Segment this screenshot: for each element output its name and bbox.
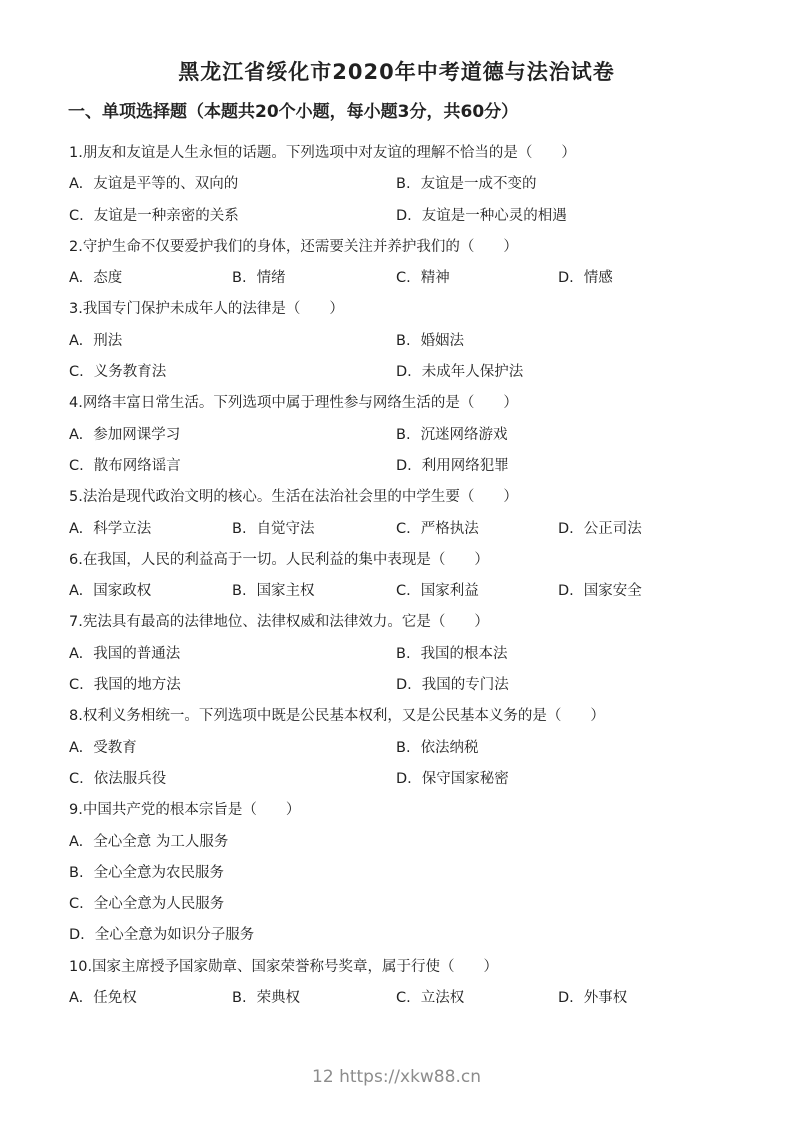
question-7-option-C: [69, 670, 396, 701]
option-text: 国家主权: [256, 583, 315, 600]
option-text: 情绪: [256, 270, 286, 287]
question-9-option-B: [69, 858, 743, 889]
option-text: 友谊是平等的、双向的: [93, 176, 239, 193]
page-footer: [0, 1065, 793, 1089]
page-title: 黑龙江省绥化市2020年中考道德与法治试卷: [178, 60, 615, 84]
question-6-options: [69, 576, 743, 607]
option-letter: C.: [69, 770, 84, 787]
section-heading: 一、单项选择题（本题共20个小题，每小题3分，共60分）: [68, 102, 519, 122]
option-letter: C.: [396, 520, 411, 537]
option-text: 国家政权: [93, 583, 152, 600]
option-letter: C.: [69, 207, 84, 224]
option-letter: A.: [69, 645, 84, 662]
option-text: 全心全意 为工人服务: [93, 833, 229, 850]
question-9-options: [69, 827, 743, 952]
option-text: 友谊是一种亲密的关系: [93, 207, 239, 224]
option-letter: B.: [232, 520, 247, 537]
option-text: 全心全意为人民服务: [93, 896, 225, 913]
question-5-options: [69, 514, 743, 545]
questions-list: [0, 138, 793, 1014]
question-3-options: [69, 326, 743, 389]
option-text: 国家利益: [420, 583, 479, 600]
question-9-option-A: [69, 827, 743, 858]
option-letter: D.: [558, 990, 574, 1007]
question-7-option-B: [396, 639, 743, 670]
option-text: 保守国家秘密: [421, 770, 509, 787]
option-letter: B.: [232, 270, 247, 287]
option-text: 自觉守法: [256, 520, 315, 537]
option-text: 未成年人保护法: [421, 364, 524, 381]
option-text: 全心全意为农民服务: [93, 864, 225, 881]
question-2-option-B: [232, 263, 396, 294]
option-letter: B.: [396, 332, 411, 349]
question-9-stem: 9.中国共产党的根本宗旨是（ ）: [69, 802, 301, 819]
question-10-option-C: [396, 983, 558, 1014]
option-text: 友谊是一种心灵的相遇: [421, 207, 567, 224]
option-text: 依法服兵役: [93, 770, 167, 787]
option-text: 精神: [420, 270, 450, 287]
option-letter: A.: [69, 426, 84, 443]
question-3-option-A: [69, 326, 396, 357]
option-letter: C.: [396, 270, 411, 287]
question-1-option-B: [396, 169, 743, 200]
question-7-stem: 7.宪法具有最高的法律地位、法律权威和法律效力。它是（ ）: [69, 614, 489, 631]
option-letter: C.: [396, 583, 411, 600]
question-5-stem: 5.法治是现代政治文明的核心。生活在法治社会里的中学生要（ ）: [69, 489, 518, 506]
question-8-options: [69, 733, 743, 796]
option-letter: C.: [396, 990, 411, 1007]
question-3-stem: 3.我国专门保护未成年人的法律是（ ）: [69, 301, 344, 318]
question-10-option-B: [232, 983, 396, 1014]
question-10-options: [69, 983, 743, 1014]
option-text: 利用网络犯罪: [421, 457, 509, 474]
option-text: 我国的专门法: [421, 677, 509, 694]
option-letter: C.: [69, 896, 84, 913]
question-4-option-A: [69, 420, 396, 451]
question-6-option-B: [232, 576, 396, 607]
option-text: 科学立法: [93, 520, 152, 537]
question-1-stem: 1.朋友和友谊是人生永恒的话题。下列选项中对友谊的理解不恰当的是（ ）: [69, 145, 576, 161]
option-text: 友谊是一成不变的: [420, 176, 537, 193]
option-text: 义务教育法: [93, 364, 167, 381]
question-6-option-A: [69, 576, 232, 607]
option-letter: A.: [69, 833, 84, 850]
question-8-option-B: [396, 733, 743, 764]
option-letter: B.: [396, 426, 411, 443]
question-3-option-C: [69, 357, 396, 388]
question-1-options: [69, 169, 743, 232]
question-9-option-D: [69, 920, 743, 951]
option-text: 情感: [583, 270, 613, 287]
question-6-stem: 6.在我国，人民的利益高于一切。人民利益的集中表现是（ ）: [69, 551, 489, 568]
question-3-option-B: [396, 326, 743, 357]
question-1-option-D: [396, 201, 743, 232]
option-letter: D.: [558, 270, 574, 287]
option-letter: A.: [69, 739, 84, 756]
question-2-stem: 2.守护生命不仅要爱护我们的身体，还需要关注并养护我们的（ ）: [69, 238, 518, 255]
question-1-option-C: [69, 201, 396, 232]
option-text: 沉迷网络游戏: [420, 426, 508, 443]
question-5-option-D: [558, 514, 743, 545]
question-8-option-D: [396, 764, 743, 795]
question-5-option-B: [232, 514, 396, 545]
question-4-option-C: [69, 451, 396, 482]
option-text: 依法纳税: [420, 739, 479, 756]
question-8-stem: 8.权利义务相统一。下列选项中既是公民基本权利，又是公民基本义务的是（ ）: [69, 708, 605, 725]
option-letter: B.: [69, 864, 84, 881]
question-7-option-A: [69, 639, 396, 670]
option-letter: A.: [69, 270, 84, 287]
question-4-option-D: [396, 451, 743, 482]
question-7-options: [69, 639, 743, 702]
question-4-option-B: [396, 420, 743, 451]
question-3-option-D: [396, 357, 743, 388]
option-letter: A.: [69, 583, 84, 600]
option-text: 我国的普通法: [93, 645, 181, 662]
question-2-option-A: [69, 263, 232, 294]
option-letter: D.: [558, 520, 574, 537]
option-text: 严格执法: [420, 520, 479, 537]
option-letter: C.: [69, 364, 84, 381]
option-letter: A.: [69, 520, 84, 537]
option-letter: A.: [69, 332, 84, 349]
option-text: 态度: [93, 270, 123, 287]
option-text: 参加网课学习: [93, 426, 181, 443]
option-text: 公正司法: [583, 520, 642, 537]
question-8-option-A: [69, 733, 396, 764]
option-letter: C.: [69, 457, 84, 474]
option-letter: D.: [69, 927, 85, 944]
question-1-option-A: [69, 169, 396, 200]
question-4-stem: 4.网络丰富日常生活。下列选项中属于理性参与网络生活的是（ ）: [69, 395, 518, 412]
option-text: 受教育: [93, 739, 137, 756]
question-5-option-C: [396, 514, 558, 545]
option-letter: B.: [396, 176, 411, 193]
question-2-option-C: [396, 263, 558, 294]
question-10-option-A: [69, 983, 232, 1014]
option-text: 任免权: [93, 990, 137, 1007]
question-10-option-D: [558, 983, 743, 1014]
option-letter: B.: [232, 583, 247, 600]
option-text: 荣典权: [256, 990, 301, 1007]
question-9-option-C: [69, 889, 743, 920]
option-letter: B.: [396, 645, 411, 662]
question-10-stem: 10.国家主席授予国家勋章、国家荣誉称号奖章，属于行使（ ）: [69, 958, 499, 975]
option-letter: A.: [69, 990, 84, 1007]
option-text: 国家安全: [583, 583, 642, 600]
option-letter: D.: [396, 364, 412, 381]
question-2-option-D: [558, 263, 743, 294]
option-letter: D.: [396, 457, 412, 474]
option-letter: B.: [232, 990, 247, 1007]
option-text: 外事权: [583, 990, 628, 1007]
option-letter: D.: [558, 583, 574, 600]
question-5-option-A: [69, 514, 232, 545]
question-6-option-C: [396, 576, 558, 607]
option-text: 立法权: [420, 990, 465, 1007]
option-text: 我国的地方法: [93, 677, 181, 694]
option-text: 我国的根本法: [420, 645, 508, 662]
question-7-option-D: [396, 670, 743, 701]
option-text: 刑法: [93, 332, 123, 349]
option-letter: D.: [396, 677, 412, 694]
footer-text: 12 https://xkw88.cn: [312, 1067, 481, 1087]
question-2-options: [69, 263, 743, 294]
option-letter: B.: [396, 739, 411, 756]
option-text: 全心全意为如识分子服务: [94, 927, 255, 944]
option-text: 散布网络谣言: [93, 457, 181, 474]
option-letter: C.: [69, 677, 84, 694]
option-text: 婚姻法: [420, 332, 465, 349]
question-6-option-D: [558, 576, 743, 607]
option-letter: D.: [396, 770, 412, 787]
question-8-option-C: [69, 764, 396, 795]
option-letter: D.: [396, 207, 412, 224]
question-4-options: [69, 420, 743, 483]
option-letter: A.: [69, 176, 84, 193]
